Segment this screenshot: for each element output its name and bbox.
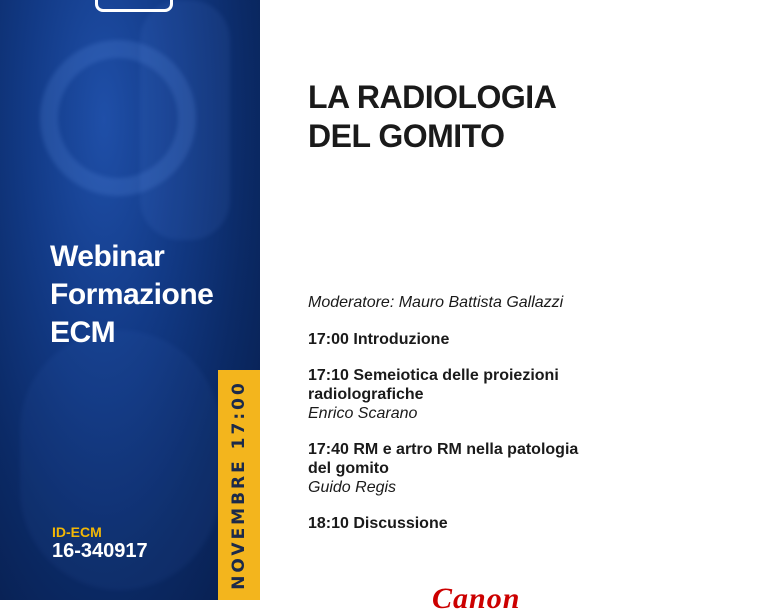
agenda-item xyxy=(308,366,638,423)
page-title xyxy=(308,78,556,156)
webinar-title-line: Formazione xyxy=(50,278,214,311)
id-ecm-label: ID-ECM xyxy=(52,524,102,540)
agenda-item-speaker: Guido Regis xyxy=(308,479,397,496)
id-ecm-value: 16-340917 xyxy=(52,540,148,562)
agenda-item xyxy=(308,440,638,497)
agenda-item-speaker: Enrico Scarano xyxy=(308,405,418,422)
agenda-item xyxy=(308,514,638,533)
agenda-item-title: 18:10 Discussione xyxy=(308,515,448,532)
top-badge-outline xyxy=(95,0,173,12)
agenda-item xyxy=(308,330,638,349)
agenda-list xyxy=(308,330,638,550)
agenda-item-title: 17:00 Introduzione xyxy=(308,331,450,348)
agenda-item-title: del gomito xyxy=(308,460,389,477)
date-strip xyxy=(218,370,260,600)
page-title-line: DEL GOMITO xyxy=(308,118,505,154)
canon-logo: Canon xyxy=(432,582,521,615)
agenda-item-title: radiolografiche xyxy=(308,386,424,403)
xray-background-shape xyxy=(140,0,230,240)
moderator-line: Moderatore: Mauro Battista Gallazzi xyxy=(308,294,564,311)
left-panel xyxy=(0,0,260,600)
date-text: NOVEMBRE 17:00 xyxy=(229,380,249,590)
agenda-item-title: 17:10 Semeiotica delle proiezioni xyxy=(308,367,559,384)
webinar-title xyxy=(50,238,213,352)
page-title-line: LA RADIOLOGIA xyxy=(308,79,557,115)
agenda-item-title: 17:40 RM e artro RM nella patologia xyxy=(308,441,579,458)
webinar-title-line: ECM xyxy=(50,316,116,349)
webinar-title-line: Webinar xyxy=(50,240,165,273)
